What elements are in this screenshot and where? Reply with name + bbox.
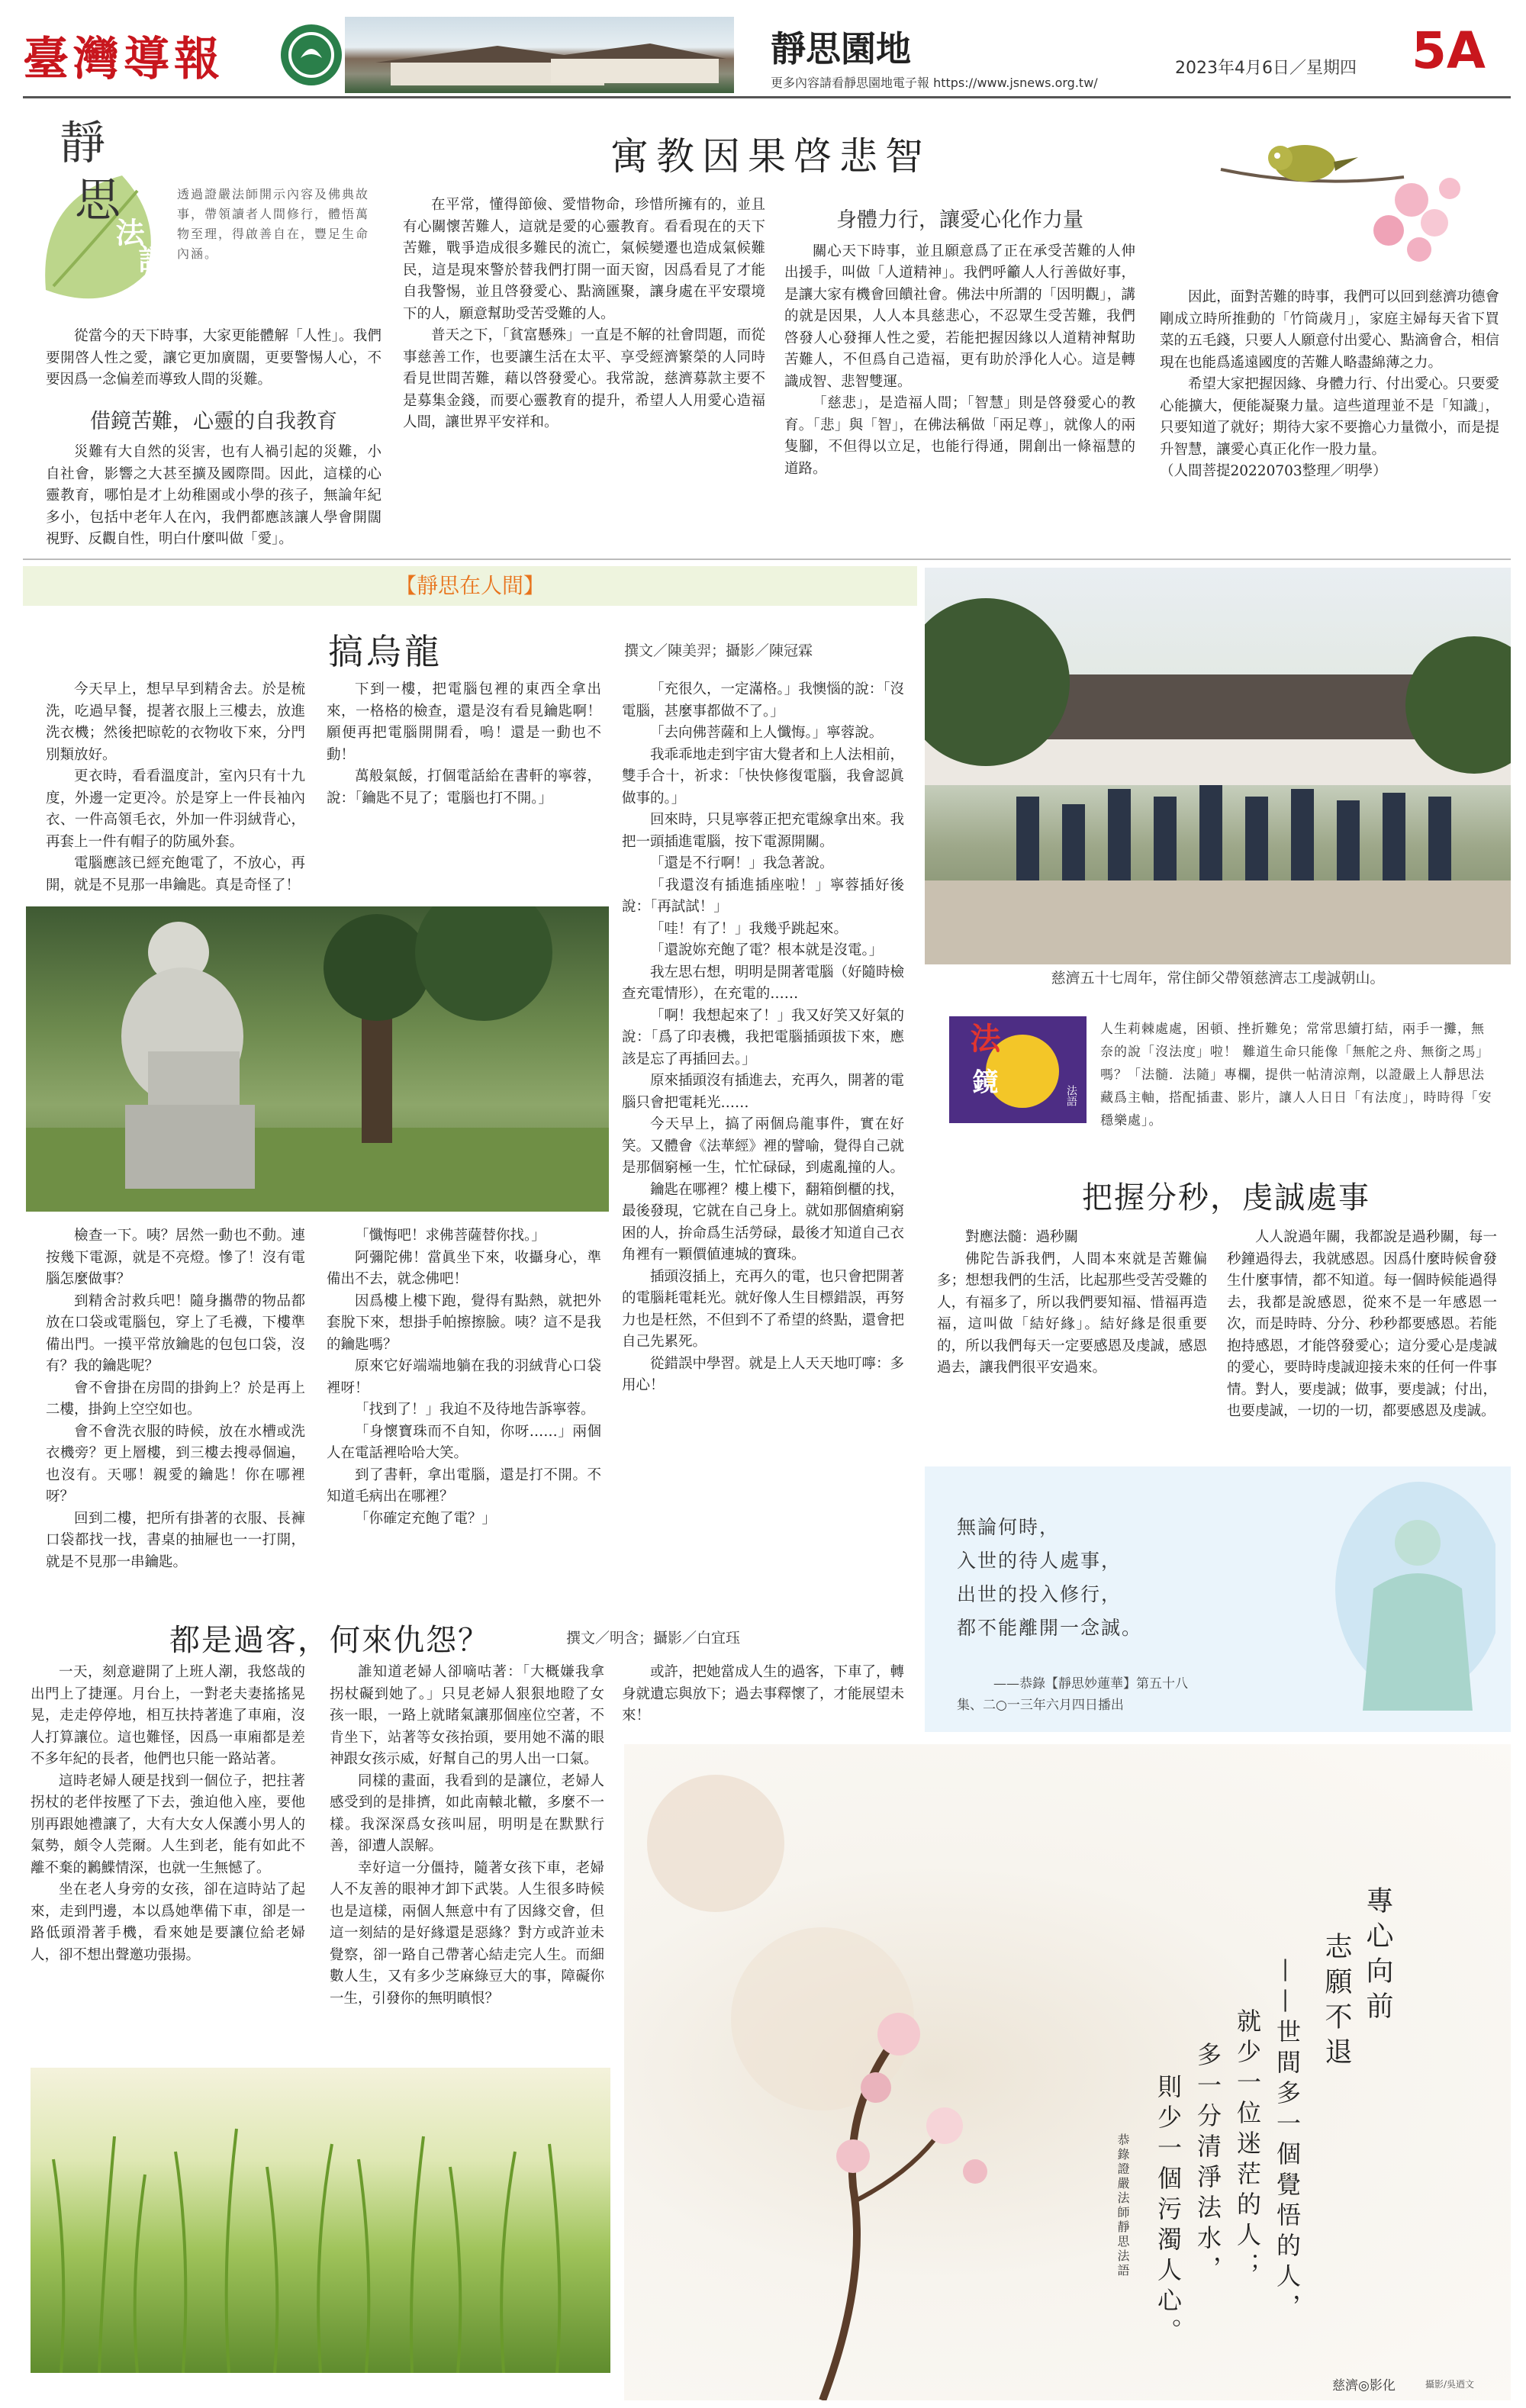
dharma-logo-char-2: 鏡 [967, 1068, 998, 1094]
article2-para: 會不會掛在房間的掛鉤上？於是再上二樓，掛鉤上空空如也。 [46, 1379, 305, 1418]
article1-para: 希望大家把握因緣、身體力行、付出愛心。只要愛心能擴大，便能凝聚力量。這些道理並不是「知識」，只要知道了就好；期待大家不要擔心力量微小，而是提升智慧，讓愛心真正化作一股力量。 [1160, 376, 1499, 458]
quote-line-4: 都不能離開一念誠。 [957, 1617, 1143, 1639]
article3-credit: 撰文／明含；攝影／白宜珏 [566, 1630, 741, 1647]
article1-col3 [784, 210, 1135, 480]
poem-line-1: ——世間多一個覺悟的人， [1273, 1958, 1302, 2324]
article2-para: 阿彌陀佛！當眞坐下來，收攝身心，準備出不去，就念佛吧！ [327, 1249, 601, 1287]
article2-para: 電腦應該已經充飽電了，不放心，再開，就是不見那一串鑰匙。真是奇怪了！ [46, 855, 305, 893]
logo-char-1: 靜 [52, 118, 105, 164]
grass-photo [31, 2068, 610, 2373]
article2-para: 「找到了！」我迫不及待地告訴寧蓉。 [355, 1402, 595, 1418]
poem-photo-credit-sub: 攝影/吳迺文 [1425, 2379, 1475, 2390]
article1-intro: 從當今的天下時事，大家更能體解「人性」。我們要開啓人性之愛，讓它更加廣闊，更要警惕人心，不要因爲一念偏差而導致人間的災難。 [46, 328, 382, 388]
article1-subhead-1: 借鏡苦難，心靈的自我教育 [90, 409, 337, 433]
page-number: 5A [1412, 21, 1486, 80]
quote-source-1: ——恭錄【靜思妙蓮華】第五十八 [993, 1676, 1188, 1692]
section-title: 靜思園地 [771, 28, 911, 69]
article3-para: 或許，把她當成人生的過客，下車了，轉身就遺忘與放下；過去事釋懷了，才能展望未來！ [622, 1664, 905, 1724]
article2-col1 [46, 679, 305, 897]
article2-para: 「我還沒有插進插座啦！」寧蓉插好後說：「再試試！」 [622, 877, 904, 915]
poem-title-2: 志願不退 [1321, 1932, 1352, 2072]
article4-col1 [937, 1227, 1207, 1379]
article2-para: 我左思右想，明明是開著電腦（好隨時檢查充電情形），在充電的…… [622, 964, 905, 1002]
pilgrimage-caption: 慈濟五十七周年，常住師父帶領慈濟志工虔誠朝山。 [1051, 970, 1385, 987]
article2-para: 檢查一下。咦？居然一動也不動。連按幾下電源，就是不亮燈。慘了！沒有電腦怎麼做事？ [46, 1228, 305, 1287]
article3-para: 誰知道老婦人卻嘀咕著：「大概嫌我拿拐杖礙到她了。」只見老婦人狠狠地瞪了女孩一眼，一路上就睹氣讓那個座位空著，不肯坐下，站著等女孩抬頭，要用她不滿的眼神跟女孩示威，好幫自己的男人出一口氣。 [330, 1664, 604, 1767]
article3-para: 一天，刻意避開了上班人潮，我悠哉的出門上了捷運。月台上，一對老夫妻搖搖晃晃，走走停停地，相互扶持著進了車廂，沒人打算讓位。這也難怪，因爲一車廂都是差不多年紀的長者，他們也只能一路站著。 [31, 1664, 305, 1767]
article1-title: 寓教因果啓悲智 [610, 134, 931, 179]
quote-line-3: 出世的投入修行， [957, 1583, 1122, 1605]
article2-col2 [327, 679, 601, 810]
article1-para: 因此，面對苦難的時事，我們可以回到慈濟功德會剛成立時所推動的「竹筒歲月」，家庭主婦每天省下買菜的五毛錢，只要人人願意付出愛心、點滴會合，相信現在也能爲遙遠國度的苦難人略盡綿薄之力。 [1160, 289, 1499, 371]
article2-para: 回到二樓，把所有掛著的衣服、長褲口袋都找一找，書桌的抽屜也一一打開，就是不見那一串鑰匙。 [46, 1510, 305, 1570]
article2-para: 因爲樓上樓下跑，覺得有點熱，就把外套脫下來，想掛手帕擦擦臉。咦？這不是我的鑰匙嗎？ [327, 1293, 601, 1353]
article3-para: 幸好這一分僵持，隨著女孩下車，老婦人不友善的眼神才卸下武裝。人生很多時候也是這樣，兩個人無意中有了因緣交會，但這一刻結的是好緣還是惡緣？對方或許並未覺察，卻一路自己帶著心結走完人生。而細數人生，又有多少芝麻綠豆大的事，障礙你一生，引發你的無明瞋恨？ [330, 1859, 604, 2007]
article2-col4 [46, 1225, 305, 1573]
article2-para: 鑰匙在哪裡？樓上樓下，翻箱倒櫃的找，最後發現，它就在自己身上。就如那個瘡痢窮困的人，拚命爲生活勞碌，最後才知道自己衣角裡有一顆價値連城的寶珠。 [622, 1181, 905, 1263]
poem-line-4: 則少一個污濁人心。 [1154, 2074, 1183, 2348]
quote-box [925, 1466, 1511, 1732]
poem-line-2: 就少一位迷茫的人； [1233, 2008, 1262, 2283]
article1-para: 「慈悲」，是造福人間；「智慧」則是啓發愛心的教育。「悲」與「智」，在佛法稱做「兩足尊」，就像人的兩隻腳，不但得以立足，也能行得通，開創出一條福慧的道路。 [784, 395, 1135, 477]
masthead-rule [23, 96, 1511, 98]
article1-para: 關心天下時事，並且願意爲了正在承受苦難的人伸出援手，叫做「人道精神」。我們呼籲人人行善做好事，是讓大家有機會回饋社會。佛法中所謂的「因明觀」，講的就是因果，人人本具慈悲心，不忍眾生受苦難，我們啓發人心發揮人性之愛，若能把握因緣以人道精神幫助苦難人，不但爲自己造福，更有助於淨化人心。這是轉識成智、悲智雙運。 [784, 243, 1135, 390]
article2-para: 「還說妳充飽了電？根本就是沒電。」 [650, 942, 884, 958]
article2-para: 原來它好端端地躺在我的羽絨背心口袋裡呀！ [327, 1358, 601, 1396]
blossom-branch-image [624, 1744, 1511, 2400]
article1-col2 [403, 195, 765, 434]
poem-attribution: 恭錄證嚴法師靜思法語 [1116, 2133, 1130, 2278]
article2-para: 「你確定充飽了電？」 [355, 1510, 497, 1527]
logo-char-4: 語 [134, 244, 168, 273]
article3-col3 [622, 1662, 904, 1727]
quote-buddha-image [1328, 1482, 1495, 1726]
article2-para: 到精舍討救兵吧！隨身攜帶的物品都放在口袋或電腦包，穿上了毛襪，下樓準備出門。一摸平常放鑰匙的包包口袋，沒有？我的鑰匙呢？ [46, 1293, 305, 1374]
pilgrimage-photo [925, 568, 1511, 964]
article3-para: 坐在老人身旁的女孩，卻在這時站了起來，走到門邊，本以爲她準備下車，卻是一路低頭滑著手機，看來她是要讓位給老婦人，卻不想出聲邀功張揚。 [31, 1882, 305, 1963]
masthead [0, 0, 1526, 99]
article4-label: 對應法髓：過秒關 [965, 1229, 1079, 1245]
article2-col3 [622, 679, 904, 1397]
article1-subhead-2: 身體力行，讓愛心化作力量 [836, 208, 1083, 232]
article2-para: 從錯誤中學習。就是上人天天地叮嚀：多用心！ [622, 1355, 905, 1393]
article2-para: 今天早上，搞了兩個烏龍事件，實在好笑。又體會《法華經》裡的譬喻，覺得自己就是那個窮極一生，忙忙碌碌，到處亂撞的人。 [622, 1116, 905, 1176]
poem-photo-credit: 慈濟◎影化 [1332, 2378, 1396, 2394]
article1-source: （人間菩提20220703整理／明學） [1160, 463, 1387, 479]
article3-col1 [31, 1662, 305, 1966]
article2-para: 到了書軒，拿出電腦，還是打不開。不知道毛病出在哪裡？ [327, 1466, 601, 1505]
section-banner-label: 【靜思在人間】 [394, 573, 545, 598]
article4-title: 把握分秒，虔誠處事 [1082, 1180, 1370, 1215]
article3-para: 這時老婦人硬是找到一個位子，把拄著拐杖的老伴按壓了下去，強迫他入座，要他別再跟她禮讓了，大有大女人保護小男人的氣勢，頗令人莞爾。人生到老，能有如此不離不棄的鶼鰈情深，也就一生無憾了。 [31, 1772, 305, 1876]
article1-col1 [46, 326, 382, 551]
article2-para: 「哇！有了！」我幾乎跳起來。 [650, 920, 848, 937]
article2-credit: 撰文／陳美羿；攝影／陳冠霖 [624, 642, 813, 659]
poem-title-1: 專心向前 [1362, 1886, 1393, 2027]
article2-para: 「身懷寶珠而不自知，你呀……」兩個人在電話裡哈哈大笑。 [327, 1423, 601, 1461]
article2-para: 原來插頭沒有插進去，充再久，開著的電腦只會把電耗光…… [622, 1073, 905, 1111]
article3-col2 [330, 1662, 604, 2010]
article4-col2 [1227, 1227, 1497, 1423]
article2-col5 [327, 1225, 601, 1530]
article2-para: 「充很久，一定滿格。」我懊惱的說：「沒電腦，甚麼事都做不了。」 [622, 681, 905, 720]
section-banner [23, 566, 917, 606]
article2-para: 「還是不行啊！」我急著說。 [650, 855, 834, 871]
article2-para: 回來時，只見寧蓉正把充電線拿出來。我把一頭插進電腦，按下電源開關。 [622, 812, 905, 850]
section-subtitle: 更多內容請看靜思園地電子報 https://www.jsnews.org.tw/ [771, 76, 1098, 90]
poem-line-3: 多一分清淨法水， [1193, 2042, 1222, 2286]
dharma-badge: 法語 [1065, 1085, 1077, 1106]
dharma-mirror-text: 人生莉棘處處，困頓、挫折難免；常常思續打結，兩手一攤，無奈的說「沒法度」啦！ 難道生命只能像「無舵之舟、無銜之馬」嗎？「法髓．法隨」專欄，提供一帖清涼劑，以證嚴上人靜思法藏爲主軸，搭配插畫、影片，讓人人日日「有法度」，時時得「安穩樂處」。 [1100, 1022, 1492, 1128]
article2-para: 今天早上，想早早到精舍去。於是梳洗，吃過早餐，提著衣服上三樓去，放進洗衣機；然後把晾乾的衣物收下來，分門別類放好。 [46, 681, 305, 763]
monk-statue-photo [26, 906, 609, 1212]
article2-para: 我乖乖地走到宇宙大覺者和上人法相前，雙手合十，祈求：「快快修復電腦，我會認眞做事的。」 [622, 746, 905, 806]
article1-para: 災難有大自然的災害，也有人禍引起的災難，小自社會，影響之大甚至擴及國際間。因此，這樣的心靈教育，哪怕是才上幼稚園或小學的孩子，無論年紀多小，包括中老年人在內，我們都應該讓人學會開闊視野、反觀自性，明白什麼叫做「愛」。 [46, 444, 382, 547]
article2-para: 「去向佛菩薩和上人懺悔。」寧蓉說。 [650, 725, 884, 741]
article4-para: 佛陀告訴我們，人間本來就是苦難偏多；想想我們的生活，比起那些受苦受難的人，有福多了，所以我們要知福、惜福再造福，這叫做「結好緣」。結好緣是很重要的，所以我們每天一定要感恩及虔誠，感恩過去，讓我們很平安過來。 [937, 1251, 1207, 1376]
masthead-building-photo [345, 17, 734, 93]
quote-source-2: 集、二○一三年六月四日播出 [957, 1698, 1124, 1713]
article2-para: 「懺悔吧！求佛菩薩替你找。」 [355, 1228, 546, 1244]
section-divider [23, 559, 1511, 560]
section-blurb: 透過證嚴法師開示內容及佛典故事，帶領讀者人間修行，體悟萬物至理，得啟善自在，豐足生命內涵。 [177, 187, 370, 261]
issue-date: 2023年4月6日／星期四 [1175, 59, 1357, 78]
quote-line-1: 無論何時， [957, 1516, 1061, 1538]
article2-para: 下到一樓，把電腦包裡的東西全拿出來，一格格的檢查，還是沒有看見鑰匙啊！願便再把電腦開開看，嗚！還是一動也不動！ [327, 681, 601, 763]
article2-para: 插頭沒插上，充再久的電，也只會把開著的電腦耗電耗光。就好像人生目標錯誤，再努力也是枉然，不但到不了希望的終點，還會把自己先累死。 [622, 1268, 905, 1350]
blossom-poem-panel [624, 1744, 1511, 2400]
logo-char-2: 思 [67, 175, 121, 221]
article1-col4 [1160, 287, 1499, 483]
dharma-logo-char-1: 法 [965, 1022, 1001, 1053]
article2-para: 「啊！我想起來了！」我又好笑又好氣的說：「爲了印表機，我把電腦插頭拔下來，應該是忘了再插回去。」 [622, 1007, 905, 1067]
article2-para: 萬般氣餒，打個電話給在書軒的寧蓉，說：「鑰匙不見了；電腦也打不開。」 [327, 768, 601, 806]
article1-para: 普天之下，「貧富懸殊」一直是不解的社會問題，而從事慈善工作，也要讓生活在太平、享受經濟繁榮的人同時看見世間苦難，藉以啓發愛心。我常說，慈濟募款主要不是募集金錢，而要心靈教育的提升，希望人人用愛心造福人間，讓世界平安祥和。 [403, 327, 765, 430]
article4-para: 人人說過年關，我都說是過秒關，每一秒鐘過得去，我就感恩。因爲什麼時候會發生什麼事情，都不知道。每一個時候能過得去，我都是說感恩，從來不是一年感恩一次，而是時時、分分、秒秒都要感恩。若能抱持感恩，才能啓發愛心；這分愛心是虔誠的愛心，要時時虔誠迎接未來的任何一件事情。對人，要虔誠；做事，要虔誠；付出，也要虔誠，一切的一切，都要感恩及虔誠。 [1227, 1229, 1497, 1419]
article2-title: 搞烏龍 [328, 631, 443, 672]
dharma-mirror-logo [949, 1016, 1087, 1123]
tzuchi-logo-icon [281, 24, 342, 85]
quote-line-2: 入世的待人處事， [957, 1550, 1122, 1572]
logo-char-3: 法 [111, 217, 145, 246]
article2-para: 更衣時，看看溫度計，室內只有十九度，外邊一定更冷。於是穿上一件長袖內衣、一件高領毛衣，外加一件羽絨背心，再套上一件有帽子的防風外套。 [46, 768, 305, 850]
section-logo [31, 114, 175, 313]
paper-name: 臺灣導報 [23, 33, 224, 86]
article2-para: 會不會洗衣服的時候，放在水槽或洗衣機旁？更上層樓，到三樓去搜尋個遍，也沒有。天哪！親愛的鑰匙！你在哪裡呀？ [46, 1423, 305, 1505]
article3-title: 都是過客，何來仇怨？ [169, 1623, 490, 1658]
article3-para: 同樣的畫面，我看到的是讓位，老婦人感受到的是排擠，如此南轅北轍，多麼不一樣。我深深爲女孩叫屈，明明是在默默行善，卻遭人誤解。 [330, 1772, 604, 1854]
bird-blossom-photo [1160, 116, 1495, 269]
article1-para: 在平常，懂得節儉、愛惜物命，珍惜所擁有的，並且有心關懷苦難人，這就是愛的心靈教育。看看現在的天下苦難，戰爭造成很多難民的流亡，氣候變遷也造成氣候難民，這是現來警於替我們打開一面天窗，因爲看見了才能自我警惕，並且啓發愛心、點滴匯聚，讓身處在平安環境下的人，願意幫助受苦受難的人。 [403, 197, 765, 322]
